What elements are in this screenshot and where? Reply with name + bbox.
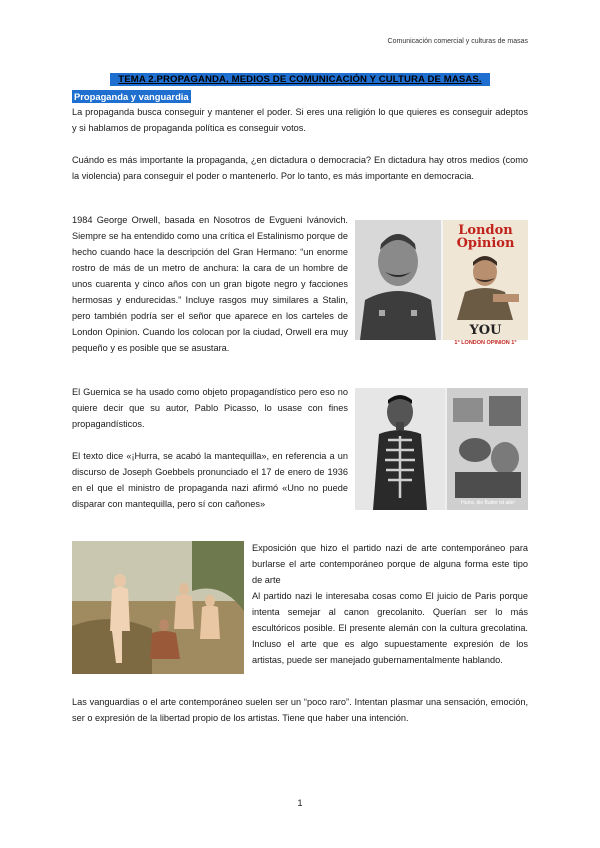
london-opinion-poster [443,220,528,346]
stalin-london-opinion-image [355,220,528,346]
page-number: 1 [297,798,303,808]
judgement-of-paris-painting [72,541,244,674]
poster-footer: 1° LONDON OPINION 1° [454,340,517,346]
running-header: Comunicación comercial y culturas de masas [387,38,528,45]
section-subtitle: Propaganda y vanguardia [74,91,189,102]
paragraph-dictadura-democracia: Cuándo es más importante la propaganda, ¿en dictadura o democracia? En dictadura hay otros medios (como la violencia) para conseguir el poder o mantenerlo. Por lo tanto, es más importante en democracia. [72,155,528,181]
poster-you: YOU [469,323,502,338]
poster-title: London Opinion [456,223,515,251]
paragraph-orwell-1984: 1984 George Orwell, basada en Nosotros de Evgueni Ivánovich. Siempre se ha entendido como una crítica el Estalinismo porque de hecho cuando hace la descripción del Gran Hermano: “un enorme rostro de más de un metro de anchura: la cara de un hombre de unos cuarenta y cinco años con un gran bigote negro y facciones hermosas y endurecidas.” Incluye rasgos muy similares a Stalin, pero también podría ser el señor que aparece en los carteles de London Opinion. Cuando los colocan por la ciudad, Orwell era muy pequeño y es posible que se asustara. [72,215,348,353]
paragraph-propaganda-intro: La propaganda busca conseguir y mantener el poder. Si eres una religión lo que quieres es conseguir adeptos y si hablamos de propaganda política es conseguir votos. [72,107,528,133]
painting-icon [72,541,244,674]
page-title: TEMA 2.PROPAGANDA, MEDIOS DE COMUNICACIÓN Y CULTURA DE MASAS. [110,73,490,86]
paragraph-goebbels: El texto dice «¡Hurra, se acabó la mantequilla», en referencia a un discurso de Joseph Goebbels pronunciado el 17 de enero de 1936 en el que el ministro de propaganda nazi afirmó «Uno no puede disparar con mantequilla, pero sí con cañones» [72,451,348,509]
paragraph-nazi-exposicion: Exposición que hizo el partido nazi de arte contemporáneo para burlarse el arte contemporáneo porque de alguna forma este tipo de arte [252,543,528,585]
heartfield-collage-image [355,388,528,510]
collage-figure-icon [355,388,528,510]
paragraph-guernica: El Guernica se ha usado como objeto propagandístico pero eso no quiere decir que su autor, Pablo Picasso, lo usase con fines propagandísticos. [72,387,348,429]
paragraph-vanguardias: Las vanguardias o el arte contemporáneo suelen ser un “poco raro”. Intentan plasmar una sensación, emoción, ser o expresión de la libertad propio de los artistas. Tiene que haber una intención. [72,697,528,723]
collage-caption: Hurra, die Butter ist alle! [461,500,515,506]
paragraph-juicio-paris: Al partido nazi le interesaba cosas como El juicio de Paris porque intenta semejar al canon grecolanito. Querían ser lo más escultóricos posible. El presente alemán con la cultura grecolatina. Incluso el arte que es algo supuestamente expresión de los artistas, puede ser manejado gubernamentalmente hablando. [252,591,528,665]
pointing-man-icon [443,250,528,320]
